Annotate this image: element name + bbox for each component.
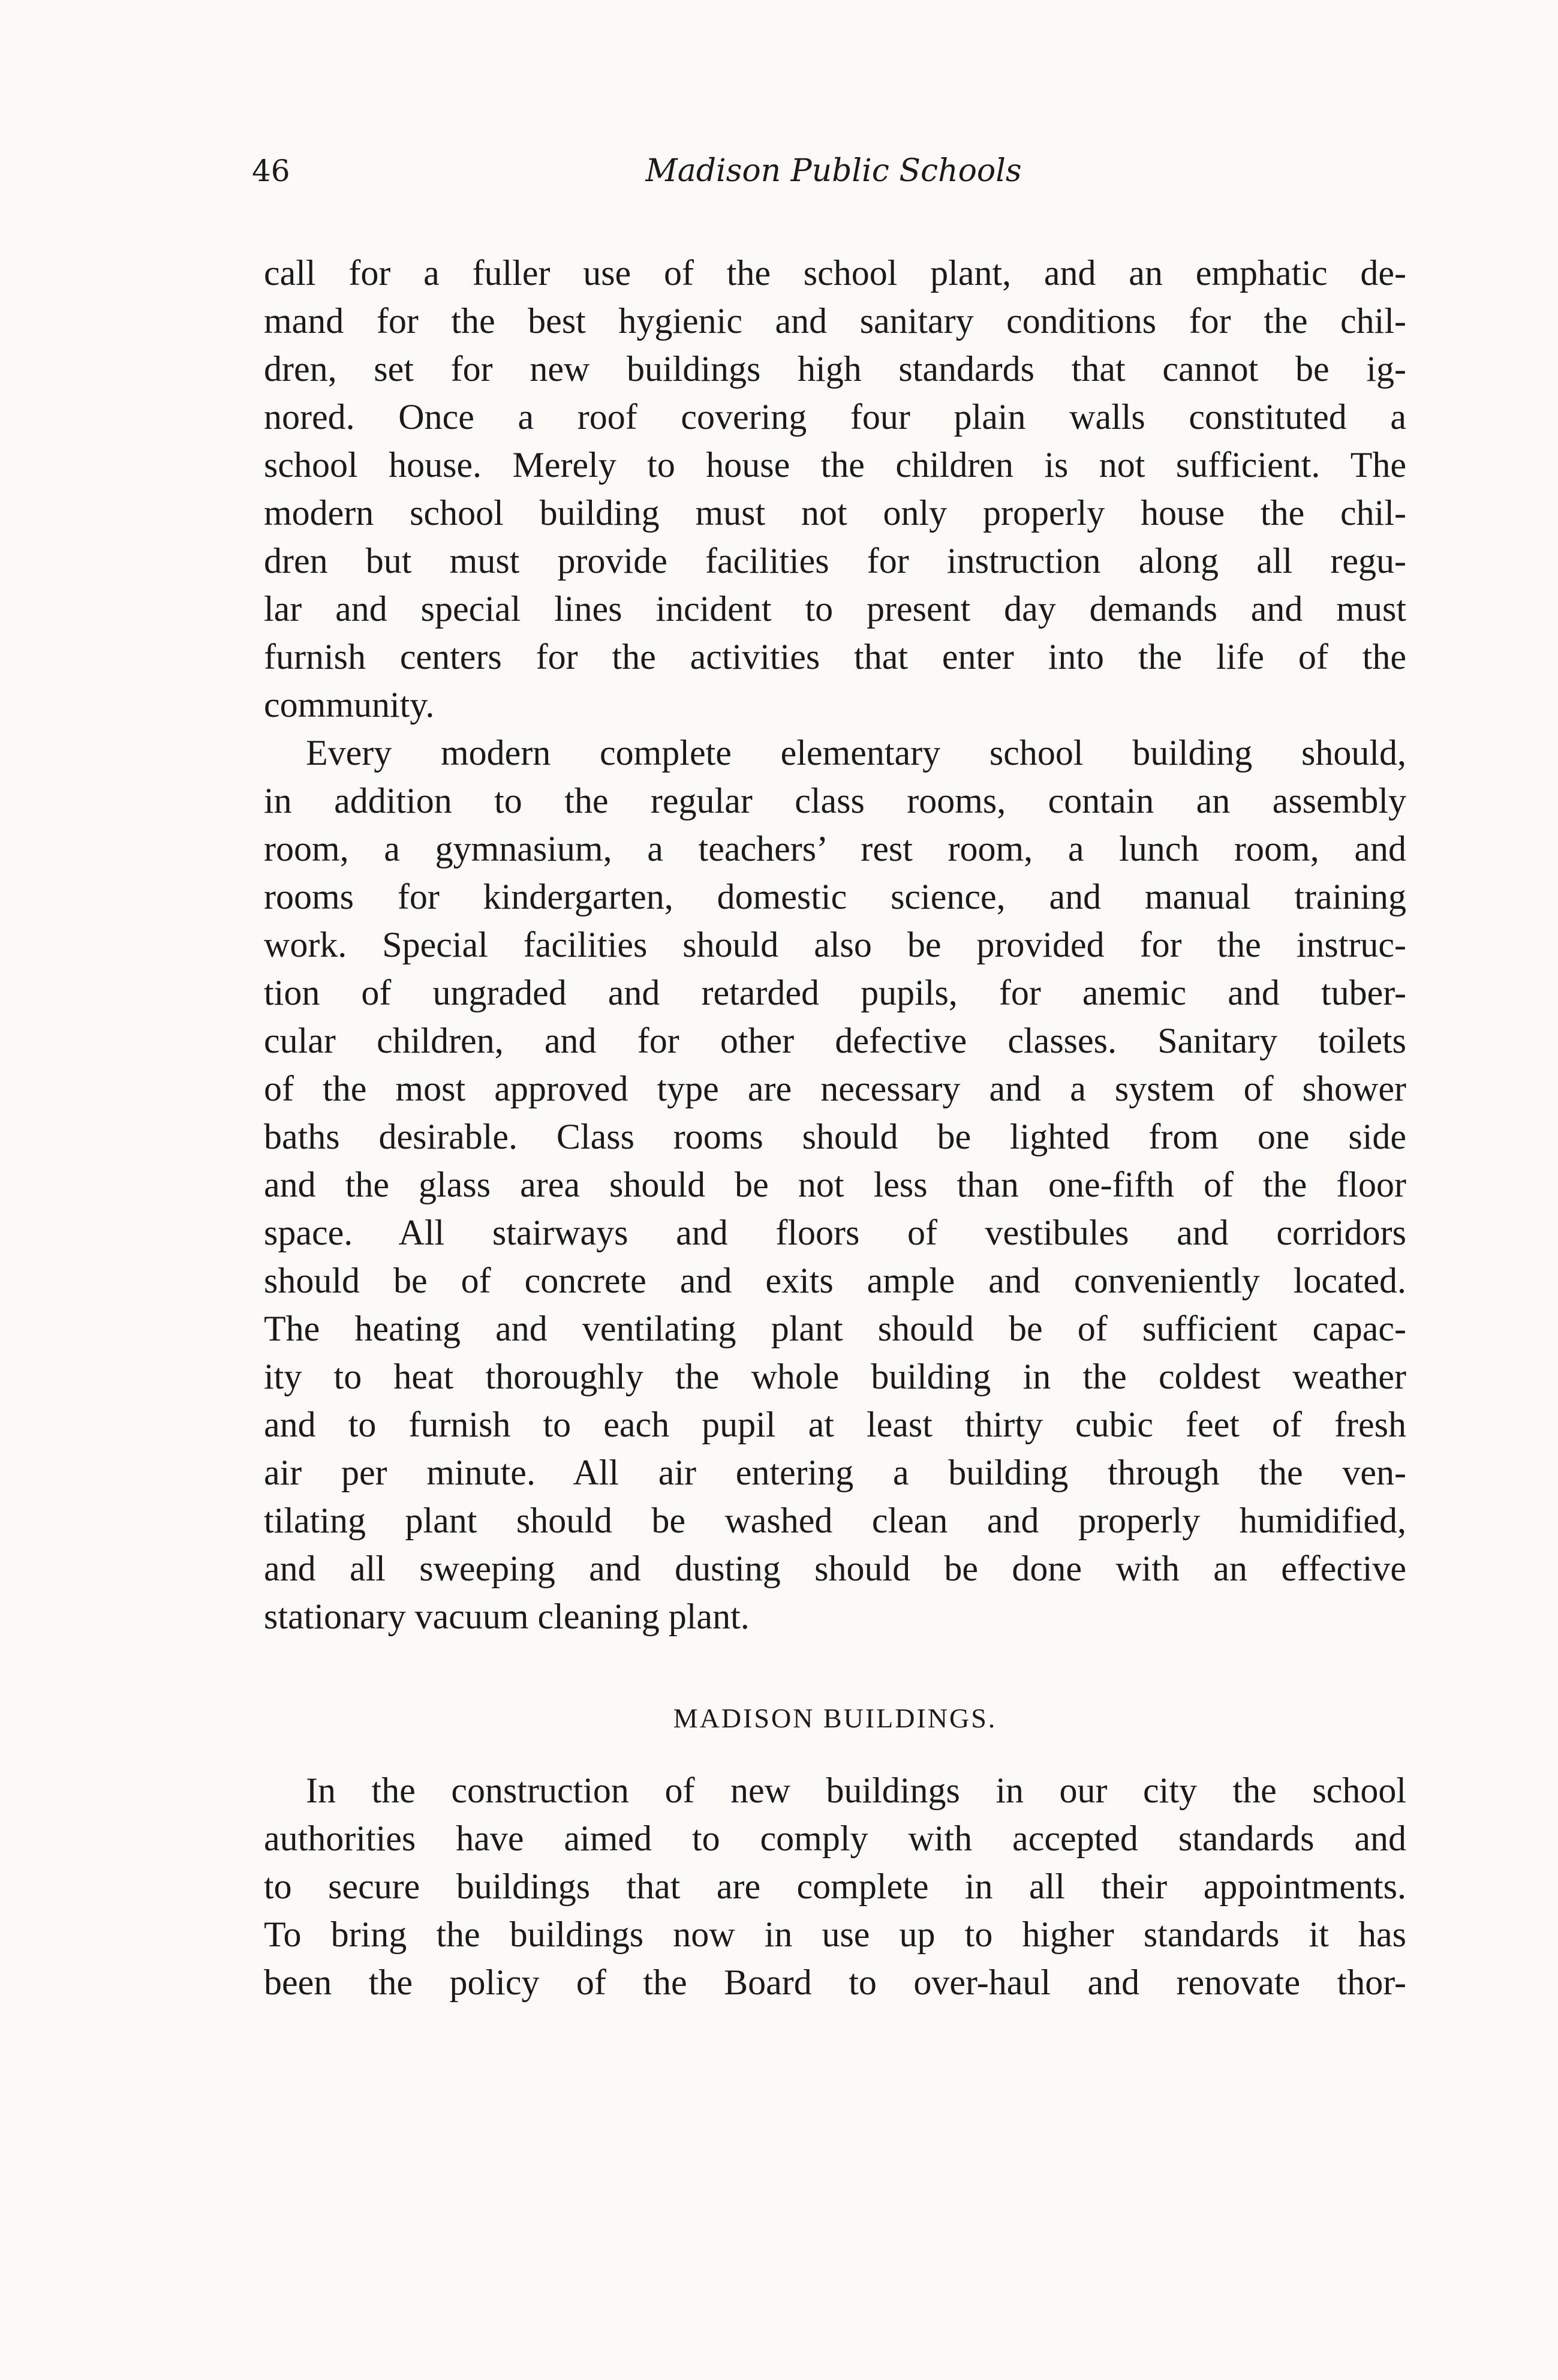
running-title: Madison Public Schools xyxy=(645,153,1022,189)
text-line: tion of ungraded and retarded pupils, for anemic and tuber- xyxy=(264,973,1406,1012)
text-line: To bring the buildings now in use up to higher standards it has xyxy=(264,1915,1406,1954)
text-line: in addition to the regular class rooms, contain an assembly xyxy=(264,781,1406,821)
text-line: rooms for kindergarten, domestic science, and manual training xyxy=(264,877,1406,916)
text-line: authorities have aimed to comply with accepted standards and xyxy=(264,1819,1406,1858)
text-line: baths desirable. Class rooms should be lighted from one side xyxy=(264,1117,1406,1156)
text-line: work. Special facilities should also be provided for the instruc- xyxy=(264,925,1406,964)
text-line: The heating and ventilating plant should be of sufficient capac- xyxy=(264,1309,1406,1348)
page-header xyxy=(252,150,1415,198)
text-line: room, a gymnasium, a teachers’ rest room, a lunch room, and xyxy=(264,829,1406,869)
text-line: dren, set for new buildings high standards that cannot be ig- xyxy=(264,349,1406,389)
text-line: tilating plant should be washed clean and properly humidified, xyxy=(264,1501,1406,1540)
text-line: air per minute. All air entering a building through the ven- xyxy=(264,1453,1406,1492)
text-line: and to furnish to each pupil at least thirty cubic feet of fresh xyxy=(264,1405,1406,1444)
text-line: lar and special lines incident to present day demands and must xyxy=(264,589,1406,629)
text-line: been the policy of the Board to over-haul and renovate thor- xyxy=(264,1963,1406,2002)
text-line: of the most approved type are necessary and a system of shower xyxy=(264,1069,1406,1108)
text-line: dren but must provide facilities for instruction along all regu- xyxy=(264,541,1406,581)
section-heading: MADISON BUILDINGS. xyxy=(673,1703,997,1733)
text-line: stationary vacuum cleaning plant. xyxy=(264,1597,750,1636)
text-line: modern school building must not only properly house the chil- xyxy=(264,493,1406,533)
text-line: cular children, and for other defective classes. Sanitary toilets xyxy=(264,1021,1406,1060)
text-line: In the construction of new buildings in our city the school xyxy=(306,1771,1406,1810)
text-line: to secure buildings that are complete in all their appointments. xyxy=(264,1867,1406,1906)
text-line: furnish centers for the activities that enter into the life of the xyxy=(264,637,1406,677)
text-line: and all sweeping and dusting should be done with an effective xyxy=(264,1549,1406,1588)
text-line: should be of concrete and exits ample and conveniently located. xyxy=(264,1261,1406,1300)
text-line: school house. Merely to house the children is not sufficient. The xyxy=(264,445,1406,485)
text-line: and the glass area should be not less than one-fifth of the floor xyxy=(264,1165,1406,1204)
text-line: nored. Once a roof covering four plain walls constituted a xyxy=(264,397,1406,437)
page-number: 46 xyxy=(252,154,290,188)
text-line: ity to heat thoroughly the whole building in the coldest weather xyxy=(264,1357,1406,1396)
text-line: space. All stairways and floors of vestibules and corridors xyxy=(264,1213,1406,1252)
text-line: mand for the best hygienic and sanitary conditions for the chil- xyxy=(264,301,1406,341)
text-line: call for a fuller use of the school plant, and an emphatic de- xyxy=(264,253,1406,293)
text-line: Every modern complete elementary school building should, xyxy=(306,733,1406,773)
text-line: community. xyxy=(264,685,435,725)
